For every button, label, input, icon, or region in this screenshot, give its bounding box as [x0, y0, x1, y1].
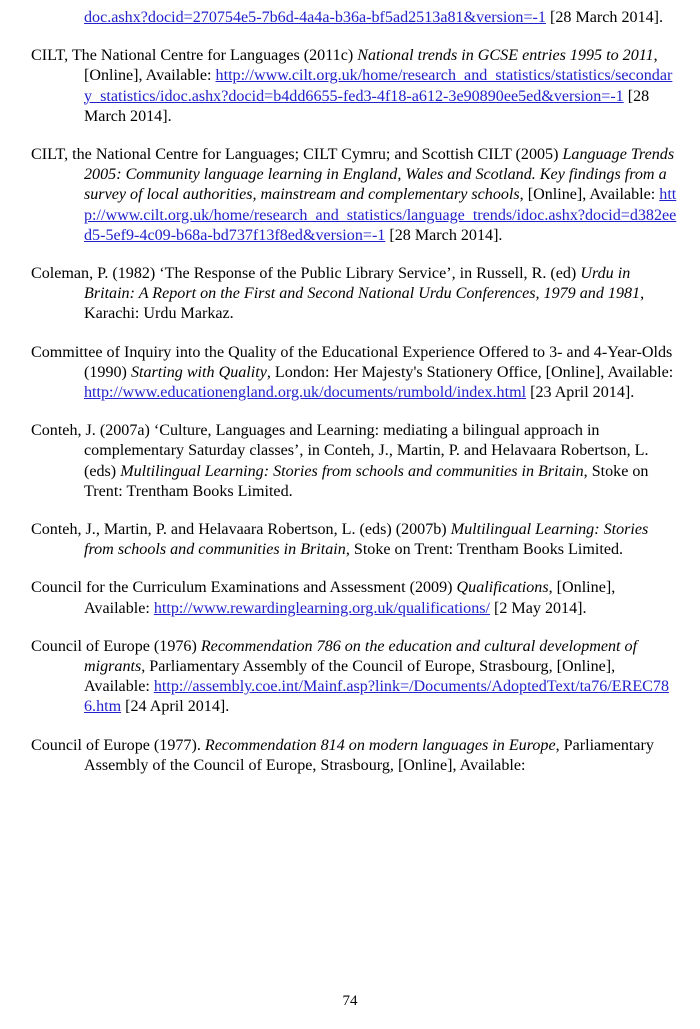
reference-text: Conteh, J., Martin, P. and Helavaara Robertson, L. (eds) (2007b)	[31, 521, 451, 539]
reference-text: Council of Europe (1977).	[31, 736, 205, 754]
reference-text: Conteh, J. (2007a) ‘Culture, Languages and Learning: mediating a bilingual approach in complementary Saturday classes’, in Conteh, J., Martin, P. and Helavaara Robertson, L. (eds)	[31, 422, 649, 480]
reference-text: [23 April 2014].	[526, 384, 635, 402]
reference-text: CILT, The National Centre for Languages (2011c)	[31, 47, 358, 65]
reference-title-italic: Recommendation 814 on modern languages in Europe	[204, 736, 556, 754]
reference-entry	[31, 343, 680, 404]
reference-entry	[31, 145, 680, 246]
reference-text: , Karachi: Urdu Markaz.	[84, 285, 645, 323]
reference-text: Coleman, P. (1982) ‘The Response of the Public Library Service’, in Russell, R. (ed)	[31, 265, 581, 283]
reference-text: [28 March 2014].	[545, 9, 664, 26]
reference-url-link[interactable]: http://www.educationengland.org.uk/documents/rumbold/index.html	[84, 384, 527, 402]
reference-list	[31, 8, 680, 776]
reference-url-link[interactable]: doc.ashx?docid=270754e5-7b6d-4a4a-b36a-bf5ad2513a81&version=-1	[84, 9, 546, 26]
reference-url-link[interactable]: http://assembly.coe.int/Mainf.asp?link=/Documents/AdoptedText/ta76/EREC786.htm	[84, 678, 669, 716]
reference-entry	[31, 736, 680, 776]
reference-text: , [Online], Available:	[84, 579, 616, 617]
reference-url-link[interactable]: http://www.rewardinglearning.org.uk/qualifications/	[153, 599, 490, 617]
reference-url-link[interactable]: http://www.cilt.org.uk/home/research_and_statistics/language_trends/idoc.ashx?docid=d382eed5-5ef9-4c09-b68a-bd737f13f8ed&version=-1	[84, 186, 677, 244]
reference-title-italic: Multilingual Learning: Stories from schools and communities in Britain	[84, 521, 649, 559]
reference-entry	[31, 421, 680, 502]
reference-entry	[31, 637, 680, 718]
reference-url-link[interactable]: http://www.cilt.org.uk/home/research_and_statistics/statistics/secondary_statistics/idoc.ashx?docid=b4dd6655-fed3-4f18-a612-3e90890ee5ed&version=-1	[84, 67, 673, 105]
page-number: 74	[342, 993, 358, 1009]
reference-text: [28 March 2014].	[385, 226, 503, 244]
reference-text: , Stoke on Trent: Trentham Books Limited.	[84, 462, 649, 500]
reference-text: Council for the Curriculum Examinations and Assessment (2009)	[31, 579, 457, 597]
reference-text: [2 May 2014].	[489, 599, 587, 617]
reference-title-italic: National trends in GCSE entries 1995 to 2011	[357, 47, 654, 65]
reference-text: , [Online], Available:	[84, 47, 658, 85]
reference-entry	[31, 520, 680, 560]
reference-title-italic: Multilingual Learning: Stories from schools and communities in Britain	[120, 462, 584, 480]
reference-title-italic: Language Trends 2005: Community language learning in England, Wales and Scotland. Key findings from a survey of local authorities, mainstream and complementary schools	[84, 146, 675, 204]
reference-text: , Stoke on Trent: Trentham Books Limited.	[345, 541, 624, 559]
reference-text: CILT, the National Centre for Languages; CILT Cymru; and Scottish CILT (2005)	[31, 146, 563, 164]
reference-title-italic: Starting with Quality	[130, 363, 267, 381]
reference-text: Committee of Inquiry into the Quality of the Educational Experience Offered to 3- and 4-Year-Olds (1990)	[31, 343, 673, 381]
reference-entry	[31, 264, 680, 325]
reference-text: , [Online], Available:	[519, 186, 660, 204]
reference-title-italic: Recommendation 786 on the education and cultural development of migrants	[84, 637, 638, 676]
reference-text: , London: Her Majesty's Stationery Office, [Online], Available:	[266, 363, 674, 381]
reference-title-italic: Urdu in Britain: A Report on the First and Second National Urdu Conferences, 1979 and 1981	[84, 265, 641, 303]
reference-text: [24 April 2014].	[121, 698, 230, 716]
reference-entry	[31, 578, 680, 618]
reference-title-italic: Qualifications	[456, 579, 549, 597]
reference-entry	[31, 46, 680, 127]
reference-text: Council of Europe (1976)	[31, 637, 201, 655]
reference-entry	[31, 8, 680, 28]
reference-text: , Parliamentary Assembly of the Council of Europe, Strasbourg, [Online], Available:	[84, 736, 654, 774]
reference-text: [28 March 2014].	[84, 87, 650, 125]
reference-text: , Parliamentary Assembly of the Council of Europe, Strasbourg, [Online], Available:	[84, 658, 616, 696]
